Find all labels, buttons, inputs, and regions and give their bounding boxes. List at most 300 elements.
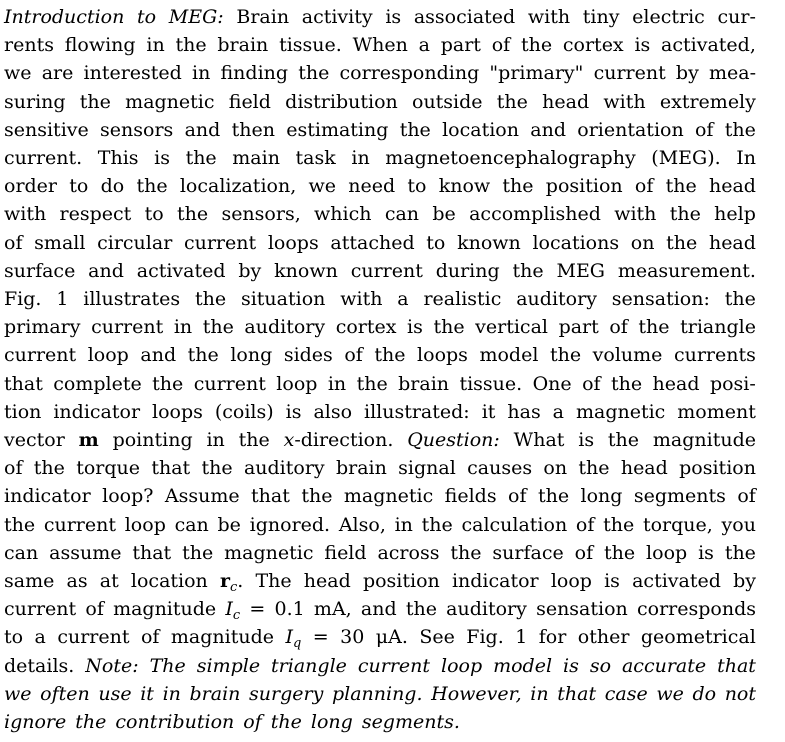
word: with [614, 203, 657, 226]
word: torque, [642, 513, 713, 536]
word: in [146, 34, 165, 57]
word: vertical [475, 316, 548, 339]
word: associated [413, 6, 516, 28]
word: and [140, 344, 177, 367]
word: torque [76, 457, 141, 480]
word: pointing [112, 429, 193, 451]
word: triangle [271, 654, 347, 677]
word: indicator [451, 570, 539, 592]
word: the [187, 344, 219, 367]
word: on [630, 231, 655, 254]
word: is [385, 6, 402, 28]
word: to [4, 626, 24, 649]
word: cortex [562, 34, 624, 57]
word: magnitude [113, 598, 217, 621]
word: do [100, 175, 125, 198]
word: location [442, 118, 519, 141]
word: then [231, 118, 275, 141]
word: in [162, 682, 181, 705]
word: in [327, 372, 347, 395]
word: the [136, 175, 168, 198]
word: the [185, 147, 217, 169]
word: the [669, 203, 701, 226]
word: the [152, 372, 184, 395]
word: which [314, 203, 372, 226]
word: also [313, 400, 353, 423]
word: head [708, 231, 756, 254]
word: long [580, 485, 623, 508]
word: tissue. [459, 372, 523, 395]
word: segments [633, 485, 726, 508]
math-token [225, 595, 240, 623]
word: we [4, 62, 32, 85]
word: respect [59, 203, 132, 226]
word: rents [4, 34, 54, 57]
word: the [502, 175, 534, 198]
word: illustrates [83, 288, 181, 310]
word: in [192, 62, 211, 85]
word: illustrated: [364, 400, 470, 423]
word: field [324, 541, 367, 564]
word: the [75, 711, 107, 733]
word: x [283, 429, 295, 451]
word: sensors, [221, 203, 301, 226]
word: tion [4, 400, 42, 423]
word: 1 [515, 626, 528, 649]
word: One [532, 372, 572, 395]
word: known [457, 231, 521, 254]
word: the [433, 316, 465, 339]
word: tiny [582, 6, 620, 28]
word: the [421, 513, 453, 536]
word: is [154, 147, 170, 169]
word: situation [240, 288, 326, 310]
word: not [724, 682, 756, 705]
word: magnetoencephalography [385, 147, 636, 169]
word: surface [492, 541, 564, 564]
word: brain [217, 34, 269, 57]
word: = [249, 598, 266, 621]
word: c [232, 608, 241, 624]
word: finding [220, 62, 289, 85]
word: calculation [461, 513, 568, 536]
word: current [350, 259, 423, 282]
word: of [243, 711, 262, 733]
word: during [435, 259, 500, 282]
word: small [34, 231, 86, 254]
word: current [4, 344, 77, 367]
text-line [4, 370, 756, 398]
text-line [4, 3, 756, 31]
text-line [4, 229, 756, 257]
word: of [4, 457, 23, 480]
word: 1 [56, 288, 69, 310]
word: auditory [446, 598, 527, 621]
word: the [578, 457, 610, 480]
word: corresponds [636, 598, 756, 621]
word: that [251, 485, 290, 508]
word: the [405, 598, 437, 621]
word: so [589, 654, 612, 677]
word: primary [4, 316, 81, 339]
word: that [4, 372, 43, 395]
word: the [638, 316, 670, 339]
text-line [4, 680, 756, 708]
word: head [708, 175, 756, 198]
word: current [57, 626, 130, 649]
word: is [285, 400, 302, 423]
word: the [666, 231, 698, 254]
word: orientation [577, 118, 684, 141]
word: localization, [179, 175, 297, 198]
word: brain [189, 682, 241, 705]
text-line [4, 257, 756, 285]
math-token [220, 567, 243, 595]
word: Fig. [466, 626, 504, 649]
word: cortex [335, 316, 397, 339]
word: Note: [85, 654, 139, 677]
word: be [217, 513, 241, 536]
word: known [274, 259, 338, 282]
word: Also, [338, 513, 386, 536]
word: the [374, 344, 406, 367]
text-line [4, 313, 756, 341]
word: the [603, 513, 635, 536]
word: model [479, 344, 539, 367]
word: of [574, 541, 594, 564]
word: a [34, 626, 46, 649]
word: loops [417, 344, 468, 367]
word: of [508, 485, 527, 508]
word: the [724, 288, 756, 310]
word: loop [124, 513, 166, 536]
word: the [724, 541, 756, 564]
word: flowing [64, 34, 136, 57]
word: "primary" [489, 62, 584, 85]
word: magnitude [170, 626, 274, 649]
word: to [69, 175, 89, 198]
word: sides [283, 344, 333, 367]
word: head [542, 90, 590, 113]
word: Question: [407, 429, 500, 451]
word: of [582, 372, 601, 395]
word: assume [49, 541, 122, 564]
word: -direction. [294, 429, 394, 451]
word: the [202, 316, 234, 339]
word: model [493, 654, 553, 677]
word: we [308, 175, 336, 198]
word: to [407, 175, 427, 198]
word: is [563, 654, 579, 677]
word: triangle [680, 316, 756, 339]
word: field [228, 90, 271, 113]
word: measurement. [617, 259, 756, 282]
word: vector [4, 429, 65, 451]
word: to [144, 203, 164, 226]
word: across [377, 541, 440, 564]
word: has [507, 400, 541, 423]
word: sensors [100, 118, 174, 141]
word: Brain [236, 6, 290, 28]
word: attached [330, 231, 415, 254]
word: currents [673, 344, 756, 367]
word: posi- [709, 372, 756, 395]
word: is [407, 316, 423, 339]
word: the [496, 90, 528, 113]
word: same [4, 570, 55, 592]
word: signal [398, 457, 456, 480]
word: task [295, 147, 336, 169]
word: the [195, 288, 227, 310]
word: loop? [102, 485, 154, 508]
word: Fig. [4, 288, 42, 310]
word: μA. [375, 626, 408, 649]
word: is [604, 570, 620, 592]
word: The [255, 570, 292, 592]
word: outside [412, 90, 483, 113]
word: to [137, 6, 157, 28]
word: of [694, 118, 714, 141]
word: causes [467, 457, 533, 480]
word: of [140, 626, 160, 649]
word: of [634, 175, 654, 198]
word: MEG [556, 259, 605, 282]
word: use [98, 682, 132, 705]
word: electric [632, 6, 705, 28]
text-line [4, 567, 756, 595]
word: activity [301, 6, 373, 28]
word: that [717, 654, 756, 677]
word: position [545, 175, 623, 198]
word: of [575, 513, 595, 536]
word: that [132, 541, 172, 564]
word: know [438, 175, 491, 198]
word: help [714, 203, 756, 226]
word: for [538, 626, 567, 649]
word: contribution [115, 711, 235, 733]
word: (coils) [214, 400, 274, 423]
word: current [43, 513, 117, 536]
word: with [527, 6, 571, 28]
word: order [4, 175, 58, 198]
word: as [66, 570, 88, 592]
word: details. [4, 654, 75, 677]
word: of [737, 485, 756, 508]
word: auditory [516, 288, 597, 310]
word: is [578, 429, 595, 451]
text-line [4, 285, 756, 313]
word: volume [592, 344, 663, 367]
word: r [219, 570, 230, 592]
word: Assume [164, 485, 240, 508]
word: part [558, 316, 599, 339]
word: the [298, 62, 330, 85]
word: circular [97, 231, 173, 254]
word: that [557, 682, 597, 705]
word: (MEG). [651, 147, 721, 169]
word: 0.1 [274, 598, 305, 621]
word: is [634, 34, 651, 57]
word: I [225, 598, 233, 621]
word: I [285, 626, 293, 649]
word: do [692, 682, 717, 705]
word: 30 [340, 626, 365, 649]
word: loops [267, 231, 319, 254]
word: See [419, 626, 455, 649]
text-line [4, 398, 756, 426]
word: distribution [285, 90, 398, 113]
word: and [530, 118, 566, 141]
word: the [270, 711, 302, 733]
word: head [620, 457, 668, 480]
word: cur- [717, 6, 756, 28]
word: c [229, 580, 238, 595]
word: loop [441, 654, 483, 677]
word: accomplished [469, 203, 601, 226]
word: fields [444, 485, 497, 508]
word: current [183, 231, 257, 254]
word: simple [196, 654, 261, 677]
word: extremely [659, 90, 756, 113]
math-token [284, 426, 394, 454]
word: can [384, 203, 420, 226]
word: This [97, 147, 139, 169]
word: In [736, 147, 756, 169]
word: with [603, 90, 646, 113]
word: . [237, 570, 244, 592]
text-line [4, 623, 756, 651]
word: head [303, 570, 351, 592]
word: segments. [361, 711, 460, 733]
word: brain [398, 372, 450, 395]
text-line [4, 144, 756, 172]
word: auditory [243, 457, 325, 480]
word: the [520, 34, 553, 57]
word: in [351, 147, 370, 169]
text-line [4, 31, 756, 59]
math-token [285, 623, 301, 651]
word: mea- [708, 62, 756, 85]
word: suring [4, 90, 66, 113]
word: planning. [331, 682, 423, 705]
word: loop [276, 372, 318, 395]
word: sensitive [4, 118, 89, 141]
word: need [348, 175, 396, 198]
word: What [513, 429, 565, 451]
word: with [4, 203, 47, 226]
word: realistic [423, 288, 502, 310]
word: and [88, 259, 124, 282]
word: The [149, 654, 186, 677]
word: the [33, 457, 65, 480]
word: with [340, 288, 383, 310]
word: auditory [244, 316, 326, 339]
word: activated, [661, 34, 756, 57]
word: and [360, 598, 397, 621]
word: m [78, 429, 99, 451]
word: indicator [4, 485, 91, 508]
word: to [426, 231, 446, 254]
word: However, [431, 682, 522, 705]
word: the [238, 429, 270, 451]
word: of [609, 316, 628, 339]
word: and [184, 118, 221, 141]
word: the [177, 203, 209, 226]
word: current [593, 62, 666, 85]
word: of [344, 344, 363, 367]
word: by [733, 570, 756, 592]
word: When [352, 34, 408, 57]
word: the [201, 457, 233, 480]
word: you [721, 513, 756, 536]
word: are [41, 62, 74, 85]
word: = [312, 626, 329, 649]
word: magnetic [343, 485, 434, 508]
text-line [4, 482, 756, 510]
word: moment [677, 400, 756, 423]
word: sensation [536, 598, 628, 621]
word: locations [532, 231, 620, 254]
word: the [604, 541, 636, 564]
word: sensation: [611, 288, 710, 310]
word: accurate [621, 654, 707, 677]
word: the [611, 372, 643, 395]
word: ignored. [249, 513, 331, 536]
word: activated [632, 570, 721, 592]
word: the [450, 541, 482, 564]
word: main [232, 147, 280, 169]
word: estimating [286, 118, 389, 141]
word: long [310, 711, 353, 733]
word: loop [87, 344, 129, 367]
word: tissue. [279, 34, 342, 57]
word: in [530, 682, 549, 705]
text-line [4, 539, 756, 567]
text-line [4, 511, 756, 539]
word: magnetic [125, 90, 215, 113]
word: MEG: [168, 6, 224, 28]
word: the [665, 175, 697, 198]
word: the [356, 372, 388, 395]
word: the [724, 118, 756, 141]
word: corresponding [339, 62, 480, 85]
word: the [182, 541, 214, 564]
word: interested [83, 62, 182, 85]
text-line [4, 708, 460, 736]
word: a [418, 34, 430, 57]
word: the [4, 513, 36, 536]
word: long [230, 344, 273, 367]
word: it [140, 682, 154, 705]
word: head [652, 372, 700, 395]
word: activated [136, 259, 226, 282]
word: current. [4, 147, 83, 169]
text-line [4, 116, 756, 144]
word: complete [53, 372, 142, 395]
word: it [481, 400, 496, 423]
word: we [4, 682, 32, 705]
word: mA, [313, 598, 352, 621]
word: loop [646, 541, 688, 564]
word: case [604, 682, 648, 705]
word: of [85, 598, 104, 621]
word: current [357, 654, 431, 677]
word: magnetic [224, 541, 314, 564]
text-line [4, 426, 756, 454]
word: loops [152, 400, 203, 423]
word: brain [335, 457, 387, 480]
word: magnitude [652, 429, 756, 451]
